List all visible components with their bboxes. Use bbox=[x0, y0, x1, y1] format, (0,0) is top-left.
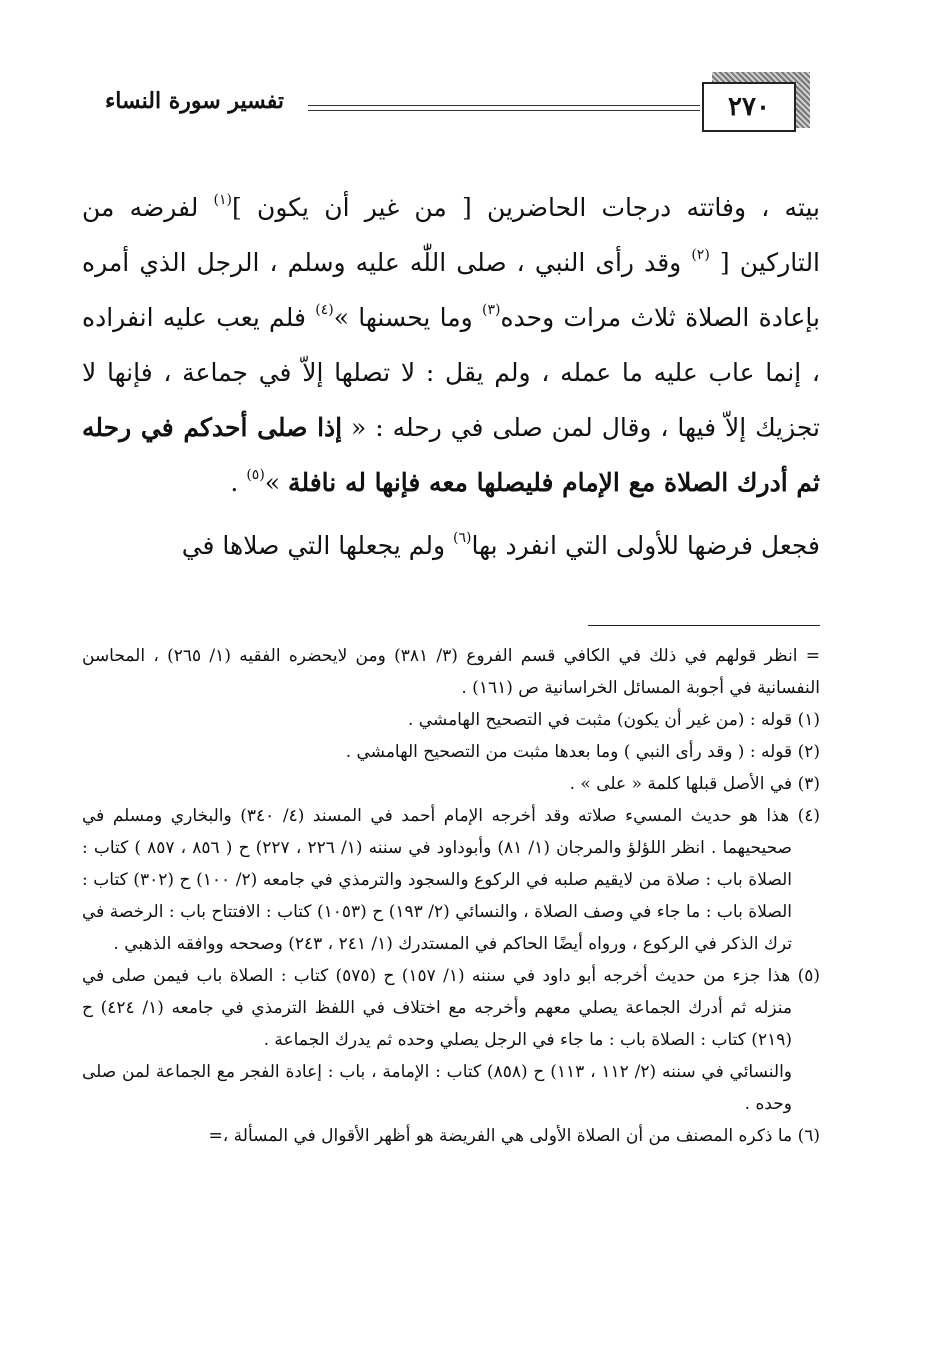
footnote-carryover: = انظر قولهم في ذلك في الكافي قسم الفروع (٣/ ٣٨١) ومن لايحضره الفقيه (١/ ٢٦٥) ، المحاسن النفسانية في أجوبة المسائل الخراسانية ص (١٦١) . bbox=[82, 646, 820, 698]
footnote-3: (٣) في الأصل قبلها كلمة « على » . bbox=[569, 774, 820, 794]
paragraph-2 bbox=[82, 518, 820, 573]
footnote-1: (١) قوله : (من غير أن يكون) مثبت في التصحيح الهامشي . bbox=[407, 710, 820, 730]
footnote-5-continued: والنسائي في سننه (٢/ ١١٢ ، ١١٣) ح (٨٥٨) كتاب : الإمامة ، باب : إعادة الفجر مع الجماعة لمن صلى وحده . bbox=[82, 1062, 793, 1114]
header-rule-bottom bbox=[308, 110, 700, 111]
footnote-ref-2: (٢) bbox=[691, 247, 710, 263]
text-run: فجعل فرضها للأولى التي انفرد بها bbox=[471, 531, 820, 560]
text-run: » bbox=[264, 468, 289, 497]
text-run: وقد رأى النبي ، صلى اللّٰه عليه وسلم ، الرجل الذي أمره بإعادة الصلاة ثلاث مرات وحده bbox=[82, 248, 820, 332]
footnotes bbox=[82, 640, 820, 1152]
footnote-ref-4: (٤) bbox=[315, 302, 334, 318]
text-run: لفرضه من التاركين [ bbox=[82, 193, 821, 277]
hadith-quote: إذا صلى أحدكم في رحله ثم أدرك الصلاة مع الإمام فليصلها معه فإنها له نافلة bbox=[82, 413, 820, 497]
text-run: بيته ، وفاتته درجات الحاضرين [ من غير أن يكون ] bbox=[232, 193, 820, 222]
main-text bbox=[82, 180, 820, 573]
text-run: وما يحسنها » bbox=[333, 303, 482, 332]
running-title: تفسير سورة النساء bbox=[104, 88, 284, 114]
page-number: ٢٧٠ bbox=[728, 92, 770, 122]
footnote-ref-6: (٦) bbox=[453, 530, 472, 546]
header-rule-top bbox=[308, 105, 700, 106]
page-number-box bbox=[702, 82, 796, 132]
footnote-2: (٢) قوله : ( وقد رأى النبي ) وما بعدها مثبت من التصحيح الهامشي . bbox=[345, 742, 820, 762]
text-run: فلم يعب عليه انفراده ، إنما عاب عليه ما عمله ، ولم يقل : لا تصلها إلاّ في جماعة ، فإنها لا تجزيك إلاّ فيها ، وقال لمن صلى في رحله : « bbox=[82, 303, 820, 442]
footnote-ref-3: (٣) bbox=[481, 302, 501, 318]
footnote-ref-5: (٥) bbox=[246, 467, 265, 483]
footnote-6: (٦) ما ذكره المصنف من أن الصلاة الأولى هي الفريضة هو أظهر الأقوال في المسألة ،= bbox=[208, 1126, 820, 1146]
footnote-ref-1: (١) bbox=[213, 192, 232, 208]
footnote-separator bbox=[588, 625, 820, 626]
footnote-5: (٥) هذا جزء من حديث أخرجه أبو داود في سننه (١/ ١٥٧) ح (٥٧٥) كتاب : الصلاة باب فيمن صلى في منزله ثم أدرك الجماعة يصلي معهم وأخرجه مع اختلاف في اللفظ الترمذي في جامعه (١/ ٤٢٤) ح (٢١٩) كتاب : الصلاة باب : ما جاء في الرجل يصلي وحده ثم يدرك الجماعة . bbox=[82, 966, 820, 1050]
footnote-4: (٤) هذا هو حديث المسيء صلاته وقد أخرجه الإمام أحمد في المسند (٤/ ٣٤٠) والبخاري ومسلم في صحيحيهما . انظر اللؤلؤ والمرجان (١/ ٨١) وأبوداود في سننه (١/ ٢٢٦ ، ٢٢٧) ح ( ٨٥٦ ، ٨٥٧ ) كتاب : الصلاة باب : صلاة من لايقيم صلبه في الركوع والسجود والترمذي في جامعه (٢/ ١٠٠) ح (٣٠٢) كتاب : الصلاة باب : ما جاء في وصف الصلاة ، والنسائي (٢/ ١٩٣) ح (١٠٥٣) كتاب : الافتتاح باب : الرخصة في ترك الذكر في الركوع ، ورواه أيضًا الحاكم في المستدرك (١/ ٢٤١ ، ٢٤٣) وصححه ووافقه الذهبي . bbox=[82, 806, 820, 954]
text-run: . bbox=[230, 468, 247, 497]
paragraph-1 bbox=[82, 180, 820, 510]
text-run: ولم يجعلها التي صلاها في bbox=[181, 531, 454, 560]
